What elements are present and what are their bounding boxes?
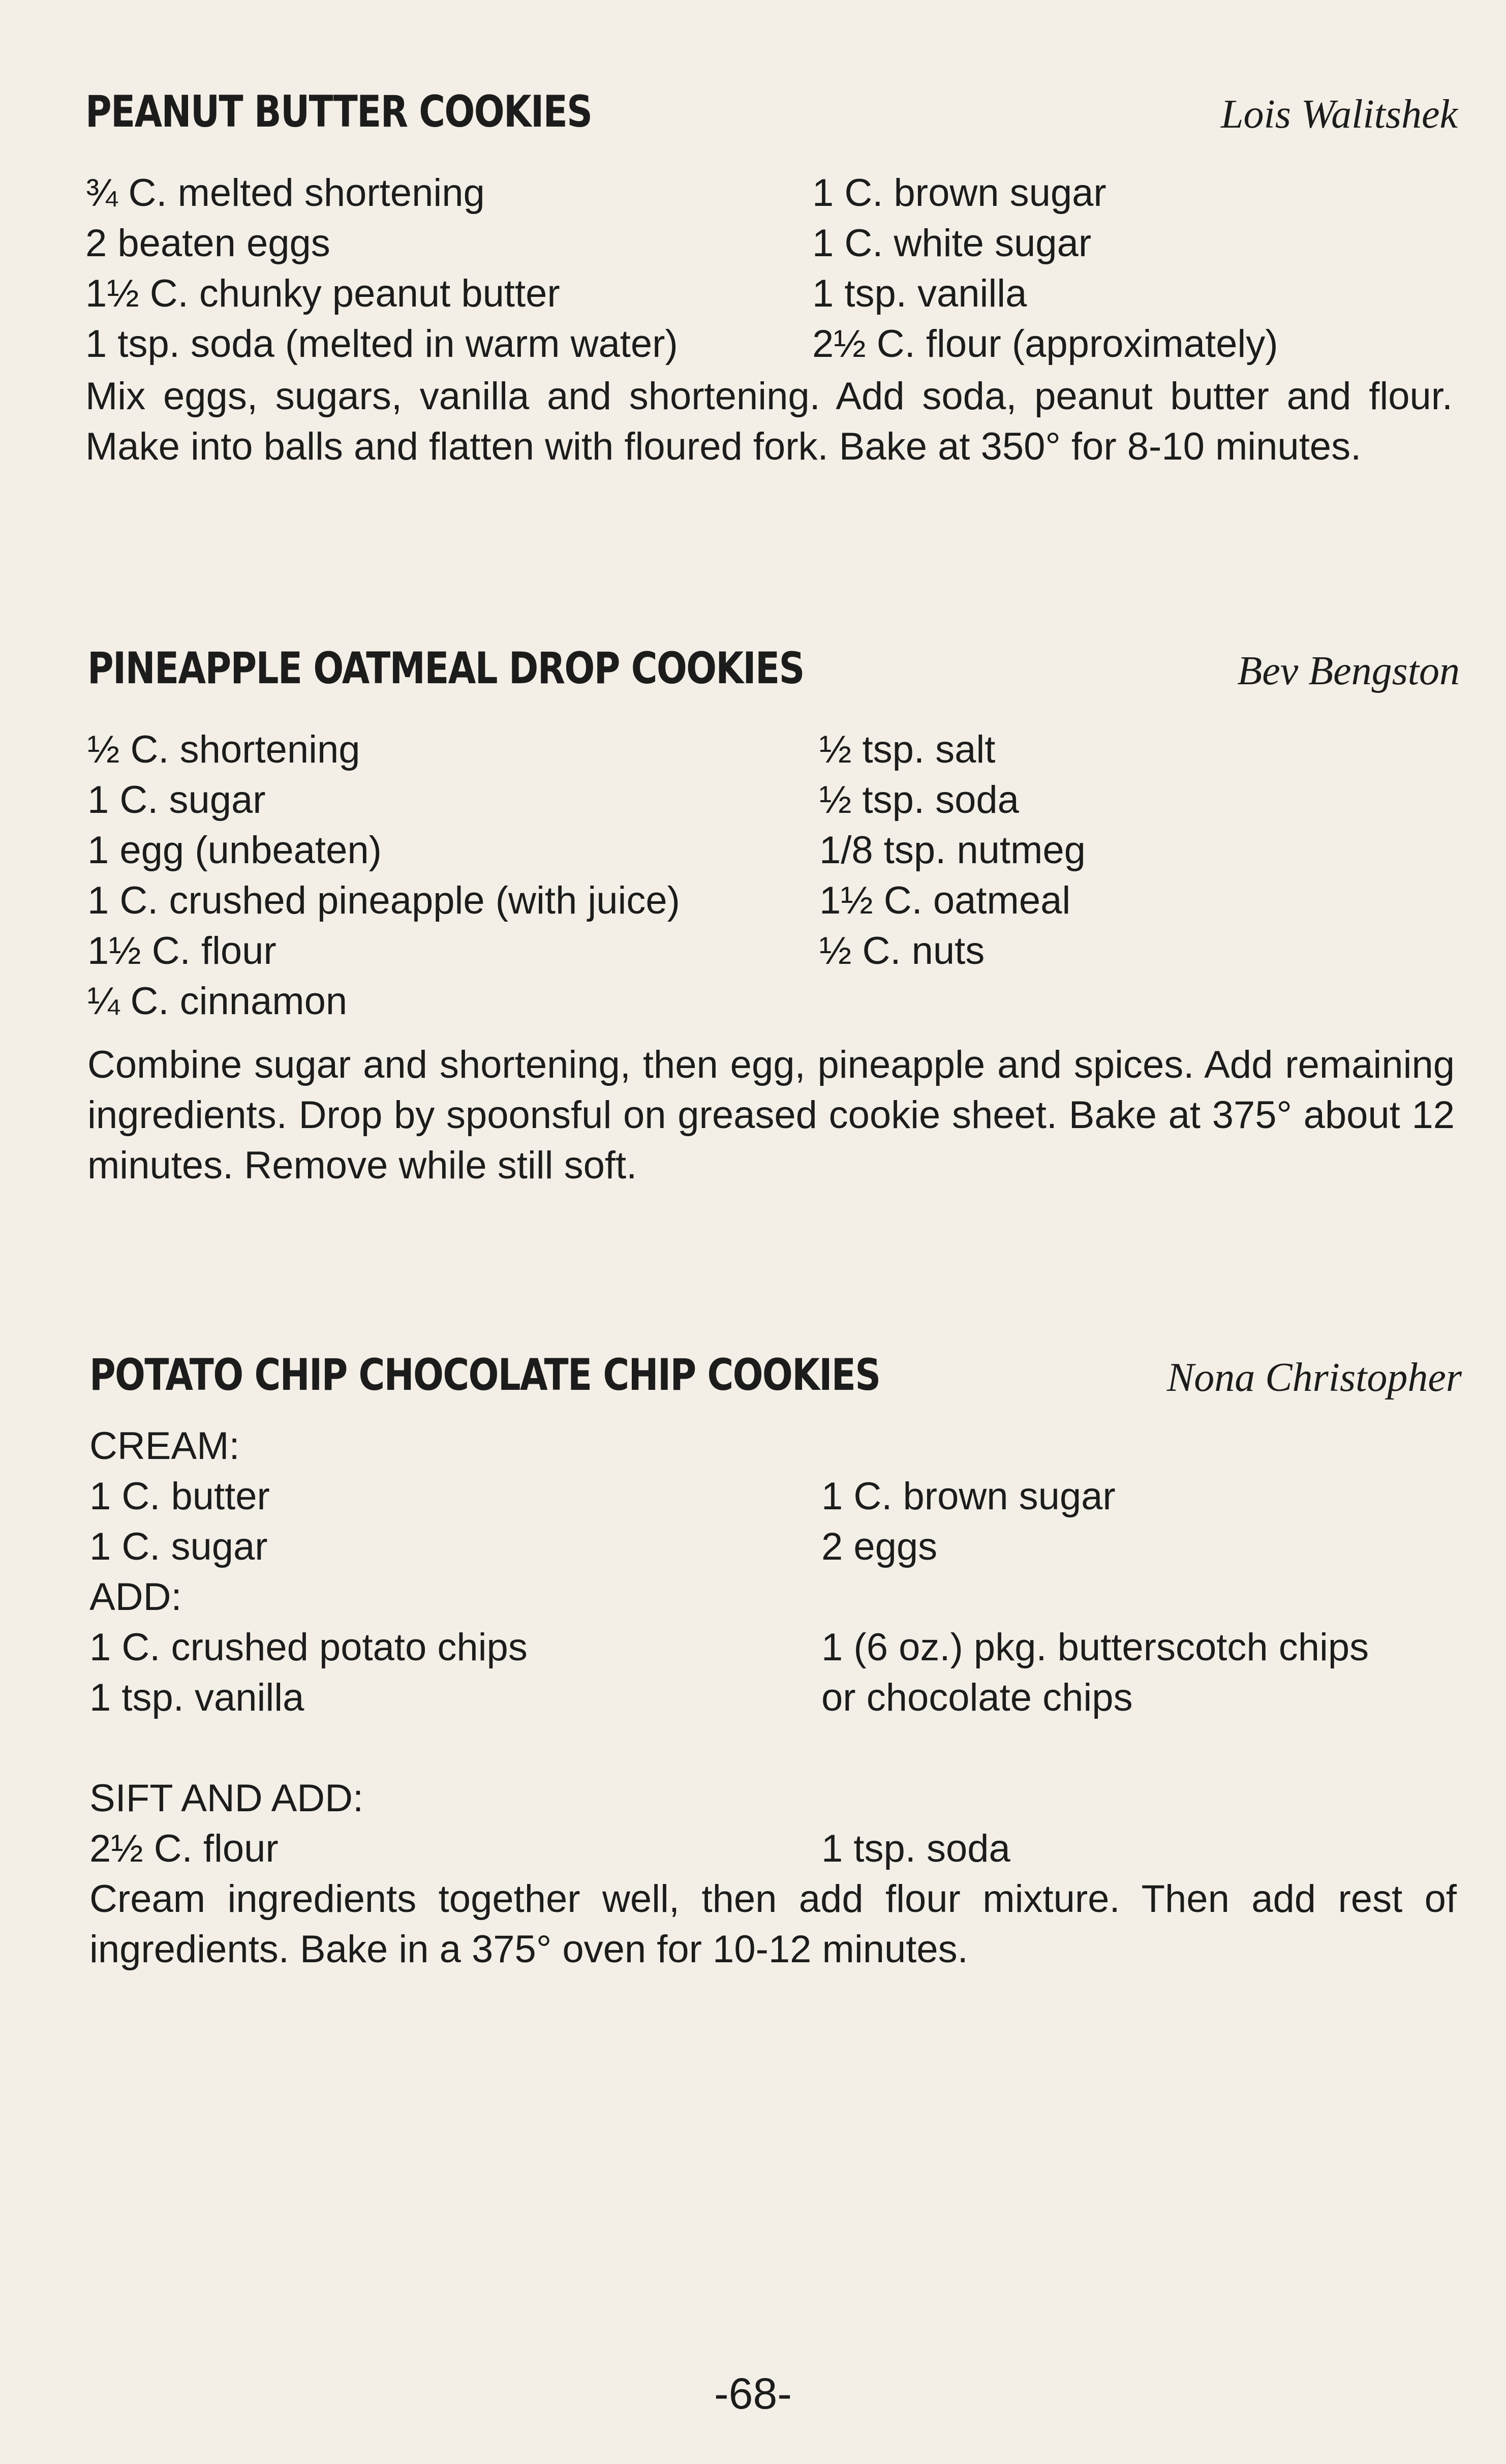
ingredient: 1 tsp. vanilla (812, 272, 1027, 315)
ingredient-list-sift (89, 1823, 1462, 1874)
ingredient-list (85, 168, 1458, 371)
recipe-directions: Cream ingredients together well, then add flour mixture. Then add rest of ingredients. Bake in a 375° oven for 10-12 minutes. (89, 1877, 1457, 1971)
ingredient: ¾ C. melted shortening (85, 171, 485, 215)
ingredient: 1 C. crushed potato chips (89, 1626, 528, 1669)
ingredient: 2½ C. flour (approximately) (812, 322, 1278, 366)
ingredient: 1 C. brown sugar (812, 171, 1107, 215)
recipe-author: Lois Walitshek (1221, 92, 1458, 137)
ingredient: or chocolate chips (821, 1676, 1133, 1719)
ingredient: 1 C. butter (89, 1475, 270, 1518)
section-label-add: ADD: (89, 1575, 182, 1619)
ingredient: 1 egg (unbeaten) (87, 829, 382, 872)
ingredient: 1½ C. flour (87, 929, 276, 972)
recipe-peanut-butter-cookies (85, 86, 1458, 472)
ingredient: ½ tsp. salt (819, 728, 996, 771)
ingredient: 1 C. brown sugar (821, 1475, 1116, 1518)
ingredient: 1 tsp. soda (melted in warm water) (85, 322, 678, 366)
recipe-title: PEANUT BUTTER COOKIES (85, 86, 592, 137)
section-label-sift: SIFT AND ADD: (89, 1777, 364, 1820)
recipe-pineapple-oatmeal-drop-cookies (87, 643, 1460, 1191)
section-label-cream: CREAM: (89, 1424, 240, 1468)
ingredient: 1/8 tsp. nutmeg (819, 829, 1086, 872)
ingredient: 2 beaten eggs (85, 222, 330, 265)
ingredient-list-cream (89, 1471, 1462, 1572)
ingredient: 1½ C. chunky peanut butter (85, 272, 560, 315)
ingredient: 1 C. crushed pineapple (with juice) (87, 879, 680, 922)
ingredient: 2 eggs (821, 1525, 938, 1568)
recipe-title: PINEAPPLE OATMEAL DROP COOKIES (87, 643, 804, 694)
ingredient: 1 C. white sugar (812, 222, 1092, 265)
ingredient: 1 tsp. vanilla (89, 1676, 304, 1719)
recipe-directions: Combine sugar and shortening, then egg, pineapple and spices. Add remaining ingredients. Drop by spoonsful on greased cookie sheet. Bake at 375° about 12 minutes. Remove while still soft. (87, 1043, 1455, 1187)
recipe-author: Nona Christopher (1166, 1355, 1462, 1400)
ingredient: 1 C. sugar (87, 778, 266, 822)
ingredient: 1 C. sugar (89, 1525, 268, 1568)
page-number: -68- (714, 2369, 792, 2418)
ingredient: 2½ C. flour (89, 1827, 279, 1870)
ingredient: ½ C. nuts (819, 929, 985, 972)
ingredient: ½ tsp. soda (819, 778, 1019, 822)
recipe-directions: Mix eggs, sugars, vanilla and shortening. Add soda, peanut butter and flour. Make into balls and flatten with floured fork. Bake at 350° for 8-10 minutes. (85, 375, 1453, 468)
ingredient: 1 tsp. soda (821, 1827, 1010, 1870)
ingredient: 1 (6 oz.) pkg. butterscotch chips (821, 1626, 1369, 1669)
ingredient-list (87, 724, 1460, 1040)
ingredient: ¼ C. cinnamon (87, 980, 348, 1023)
recipe-author: Bev Bengston (1237, 649, 1460, 693)
ingredient: 1½ C. oatmeal (819, 879, 1071, 922)
recipe-title: POTATO CHIP CHOCOLATE CHIP COOKIES (89, 1350, 880, 1401)
recipe-potato-chip-chocolate-chip-cookies (89, 1350, 1462, 1974)
ingredient-list-add (89, 1622, 1462, 1723)
ingredient: ½ C. shortening (87, 728, 360, 771)
